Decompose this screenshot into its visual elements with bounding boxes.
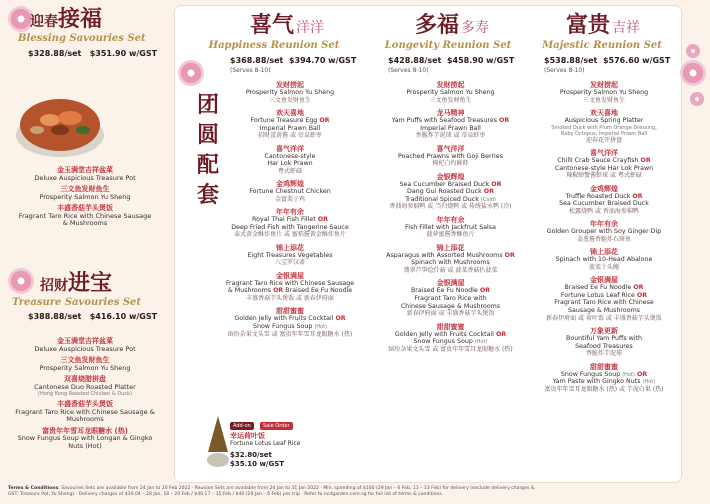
dish: 锦上添花 Spinach with 10-Head Abalone 菠菜十头鲍 — [555, 247, 653, 271]
list-item: 富贵年年雪耳龙眼糖水 (热) Snow Fungus Soup with Longan & Gingko Nuts (Hot) — [17, 426, 153, 451]
list-item: 三文鱼发财鱼生 Prosperity Salmon Yu Sheng — [39, 356, 131, 372]
dish: 锦上添花 Asparagus with Assorted Mushrooms OR Spinach with Mushrooms 翡翠芦笋烩什菇 或 菠菜香菇扒菠菜 — [386, 242, 515, 274]
dish: 欢天喜地 Auspicious Spring Platter Smoked Duck with Plum Orange Dressing, Baby Octopus, Imperial Prawn Ball 迎春花开拼盘 — [551, 108, 657, 144]
terms-footer: Terms & Conditions: Savouries Sets are available from 24 Jan to 20 Feb 2022 · Reunion Sets are available from 24 Jan to 31 Jan 2022 · Min. spending of $100 (29 Jan – 6 Feb, 11 – 13 Feb) for delivery (exclude delivery charges & GST; Treasure Pot, Yu Sheng) · Delivery charges of $30.04 – 28 Jan, 18 – 20 Feb / $40.17 – 15 Feb / $40 (29 Jan – 6 Feb) per trip · Refer to ncdgarden.com.sg for full list of terms & conditions. — [0, 484, 710, 504]
dish: 金银满屋 Braised Ee Fu Noodle OR Fragrant Taro Rice with Chinese Sausage & Mushrooms 新春伊府面 或 丰盛香菇芋头煲饭 — [400, 278, 501, 318]
treasure-items — [0, 337, 170, 454]
lotus-title-cn: 幸运荷叶饭 — [230, 432, 265, 440]
dish: 金银满屋 Fragrant Taro Rice with Chinese Sausage & Mushrooms OR Braised Ee Fu Noodle 丰盛香菇芋头煲饭 或 新春伊府面 — [225, 270, 355, 302]
majestic-title-en: Majestic Reunion Set — [542, 40, 662, 51]
longevity-title-en: Longevity Reunion Set — [384, 40, 512, 51]
dish: 年年有余 Royal Thai Fish Fillet OR Deep Fried Fish with Tangerine Sauce 泰式黄金酥炸鱼片 或 蜜桔酱黄金酥炸鱼片 — [231, 207, 349, 239]
dish: 甜甜蜜蜜 Golden Jelly with Fruits Cocktail OR Snow Fungus Soup (Hot) 缤纷杂果文头雪 或 富贵年年雪耳龙眼糖水 (热) — [227, 306, 353, 338]
longevity-price: $428.88/set $458.90 w/GST — [388, 56, 515, 65]
dish: 年年有余 Fish Fillet with Jackfruit Salsa 菠萝蜜酱香酥鱼片 — [405, 214, 496, 239]
happiness-title-cn: 喜气 洋洋 — [249, 12, 324, 38]
majestic-price: $538.88/set $576.60 w/GST — [544, 56, 671, 65]
list-item: 丰盛香菇芋头煲饭 Fragrant Taro Rice with Chinese Sausage & Mushrooms — [18, 204, 152, 228]
majestic-dishes — [530, 80, 678, 397]
dish: 年年有余 Golden Grouper with Soy Ginger Dip 姜葱酱香脆炸石斑鱼 — [546, 219, 662, 243]
treasure-title-en: Treasure Savouries Set — [12, 297, 142, 308]
plum-blossom-icon — [680, 60, 706, 86]
reunion-vertical-title: 团 圆 配 套 — [196, 92, 219, 208]
blessing-title-cn: 迎春接福 — [30, 6, 103, 32]
dish: 甜甜蜜蜜 Golden Jelly with Fruits Cocktail OR Snow Fungus Soup (Hot) 缤纷杂果文头雪 或 富贵年年雪耳龙眼糖水 (热) — [388, 321, 513, 353]
plum-blossom-icon — [690, 92, 704, 106]
dish: 发财捞起 Prosperity Salmon Yu Sheng 三文鱼发财鱼生 — [245, 80, 335, 104]
blessing-items — [0, 166, 170, 231]
plum-blossom-icon — [8, 268, 34, 294]
plum-blossom-icon — [686, 44, 700, 58]
add-on-badge: Add-on — [230, 422, 254, 430]
plum-blossom-icon — [178, 60, 204, 86]
dish: 喜气洋洋 Chilli Crab Sauce Crayfish OR Cantonese-style Har Lok Prawn 辣椒螃蟹酱虾球 或 粤式虾碌 — [554, 148, 654, 180]
longevity-dishes — [373, 80, 528, 357]
treasure-pot-image — [15, 80, 105, 160]
dish: 喜气洋洋 Cantonese-style Har Lok Prawn 粤式虾碌 — [264, 143, 316, 175]
list-item: 金玉满堂吉祥盆菜 Deluxe Auspicious Treasure Pot — [34, 337, 136, 353]
happiness-dishes — [220, 80, 360, 342]
happiness-serves: (Serves 8-10) — [230, 67, 271, 74]
dish: 金银满屋 Braised Ee Fu Noodle OR Fortune Lotus Leaf Rice OR Fragrant Taro Rice with Chinese Sausage & Mushrooms 新春伊府面 或 荷叶饭 或 丰盛香菇芋头煲饭 — [546, 275, 662, 322]
dish: 发财捞起 Prosperity Salmon Yu Sheng 三文鱼发财鱼生 — [559, 80, 649, 104]
dish: 金银辉煌 Sea Cucumber Braised Duck OR Dang Gui Roasted Duck OR Traditional Spiced Duck (Cold) 香油海参焖鸭 或 当归烧鸭 或 传统盐水鸭 (冷) — [389, 171, 512, 211]
list-item: 双喜烧腊拼盘 Cantonese Duo Roasted Platter (Hong Kong Roasted Chicken & Duck) — [34, 375, 136, 398]
majestic-title-cn: 富贵 吉祥 — [565, 12, 640, 38]
lotus-leaf-rice-image — [206, 412, 230, 472]
dish: 万象更新 Bountiful Yam Puffs with Seafood Treasures 香脆炸芋泥球 — [566, 325, 642, 358]
happiness-title-en: Happiness Reunion Set — [208, 40, 340, 51]
lotus-price: $32.80/set $35.10 w/GST — [230, 451, 285, 468]
dish: 发财捞起 Prosperity Salmon Yu Sheng 三文鱼发财鱼生 — [406, 80, 495, 104]
treasure-price: $388.88/set $416.10 w/GST — [28, 312, 158, 321]
dish: 金鸡辉煌 Fortune Chestnut Chicken 金富栗子鸡 — [249, 179, 331, 203]
dish: 喜气洋洋 Poached Prawns with Goji Berries 枸杞白灼鲜虾 — [398, 143, 503, 168]
happiness-price: $368.88/set $394.70 w/GST — [230, 56, 357, 65]
dish: 龙马精神 Yam Puffs with Seafood Treasures OR Imperial Prawn Ball 香脆炸芋泥球 或 帝皇虾枣 — [391, 108, 510, 140]
majestic-serves: (Serves 8-10) — [544, 67, 585, 74]
blessing-title-en: Blessing Savouries Set — [18, 33, 146, 44]
list-item: 金玉满堂吉祥盆菜 Deluxe Auspicious Treasure Pot — [34, 166, 136, 182]
dish: 锦上添花 Eight Treasures Vegetables 八宝罗汉斋 — [247, 242, 333, 267]
lotus-title-en: Fortune Lotus Leaf Rice — [230, 440, 301, 447]
list-item: 丰盛香菇芋头煲饭 Fragrant Taro Rice with Chinese Sausage & Mushrooms — [15, 400, 155, 424]
longevity-title-cn: 多福 多寿 — [414, 12, 489, 38]
dish: 欢天喜地 Fortune Treasure Egg OR Imperial Prawn Ball 招财蛋黄酱 或 帝皇虾枣 — [250, 108, 330, 140]
longevity-serves: (Serves 8-10) — [388, 67, 429, 74]
dish: 金鸡辉煌 Truffle Roasted Duck OR Sea Cucumber Braised Duck 松露烧鸭 或 香油海参焖鸭 — [559, 183, 649, 215]
blessing-price: $328.88/set $351.90 w/GST — [28, 49, 158, 58]
sale-order-badge: Sale Order — [260, 422, 293, 430]
treasure-title-cn: 招财进宝 — [40, 270, 113, 296]
list-item: 三文鱼发财鱼生 Prosperity Salmon Yu Sheng — [39, 185, 131, 201]
dish: 甜甜蜜蜜 Snow Fungus Soup (Hot) OR Yam Paste with Gingko Nuts (Hot) 富贵年年雪耳龙眼糖水 (热) 或 芋泥白果 (热) — [544, 361, 664, 393]
